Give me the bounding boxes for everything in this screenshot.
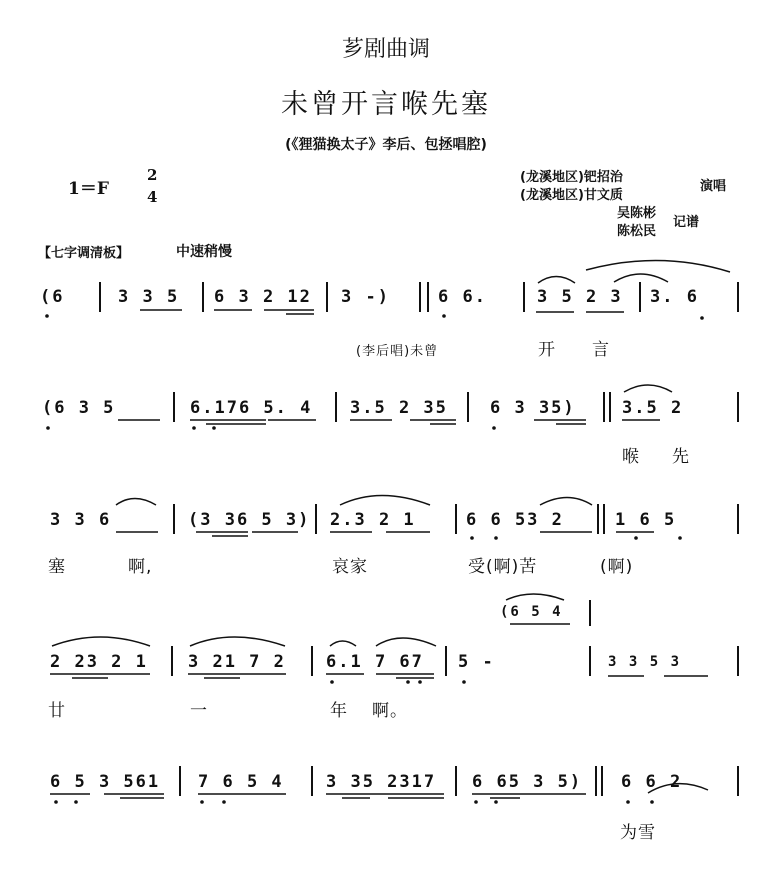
measure-r1-m2: 3 3 5: [118, 287, 180, 307]
measure-r5-m2: 7 6 5 4: [198, 772, 284, 792]
measure-r1-m5: 6 6.: [438, 287, 487, 307]
measure-r1-m4: 3 -): [341, 287, 390, 307]
lyric-r4-nian: 廿: [48, 701, 66, 721]
measure-r2-m5: 3.5 2: [622, 398, 684, 418]
lyric-r3-a: 啊,: [128, 557, 153, 577]
lyric-r3-shouku: 受(啊)苦: [468, 557, 538, 577]
key-signature: 1＝F: [68, 179, 109, 199]
title-song: 未曾开言喉先塞: [281, 89, 491, 120]
credit-role-notate: 记谱: [673, 215, 700, 230]
measure-r4-m1: 2 23 2 1: [50, 652, 148, 672]
measure-r3-m3: 2.3 2 1: [330, 510, 416, 530]
measure-r3-m2: (3 36 5 3): [188, 510, 311, 530]
measure-r4-m3: 6.1 7 67: [326, 652, 424, 672]
subtitle: (《狸猫换太子》李后、包拯唱腔): [285, 137, 487, 153]
lyric-r1-singer: (李后唱)未曾: [356, 344, 439, 359]
credit-singer-1: (龙溪地区)钯招治: [520, 170, 623, 185]
credit-notator-1: 吴陈彬: [617, 206, 657, 221]
measure-r4-m5: 3 3 5 3: [608, 654, 682, 670]
measure-r2-m3: 3.5 2 35: [350, 398, 448, 418]
lyric-r4-nian2: 年: [330, 701, 348, 721]
lyric-r4-a: 啊。: [372, 701, 408, 721]
measure-r1-m1: (6: [40, 287, 65, 307]
time-signature-bottom: 4: [147, 188, 158, 206]
beam-underlines: [50, 310, 708, 798]
measure-r5-m5: 6 6 2: [621, 772, 683, 792]
measure-r5-m1: 6 5 3 561: [50, 772, 161, 792]
lyric-r2-hou: 喉: [622, 447, 640, 467]
lyric-r2-xian: 先: [672, 447, 690, 467]
measure-r2-m1: (6 3 5: [42, 398, 116, 418]
slurs: [52, 260, 730, 793]
credit-role-sing: 演唱: [700, 179, 727, 194]
measure-r3-m1: 3 3 6: [50, 510, 112, 530]
lyric-r1-kai: 开: [538, 340, 556, 360]
measure-r4-m4: 5 -: [458, 652, 495, 672]
lyric-r3-sai: 塞: [48, 557, 66, 577]
measure-r5-m3: 3 35 2317: [326, 772, 437, 792]
measure-r5-m4: 6 65 3 5): [472, 772, 583, 792]
lyric-r3-aijia: 哀家: [332, 557, 368, 577]
measure-r3-m4: 6 6 53 2: [466, 510, 564, 530]
measure-r3-m5: 1 6 5: [615, 510, 677, 530]
measure-r1-m3: 6 3 2 12: [214, 287, 312, 307]
lyric-r4-yi: 一: [190, 701, 208, 721]
octave-dots: [45, 314, 704, 804]
credit-singer-2: (龙溪地区)甘文质: [520, 188, 623, 203]
tempo-marking: 中速稍慢: [176, 244, 232, 260]
lyric-r5-weixue: 为雪: [620, 823, 656, 843]
credit-notator-2: 陈松民: [617, 224, 657, 239]
lyric-r1-yan: 言: [592, 340, 610, 360]
measure-r1-m7: 3. 6: [650, 287, 699, 307]
time-signature-top: 2: [147, 166, 158, 184]
lyric-r3-a2: (啊): [600, 557, 634, 577]
measure-r1-m6: 3 5 2 3: [537, 287, 623, 307]
measure-r2-m4: 6 3 35): [490, 398, 576, 418]
bar-lines: [100, 282, 738, 796]
measure-r4-ossia: (6 5 4: [500, 604, 563, 620]
section-marker: 【七字调清板】: [38, 246, 130, 261]
measure-r2-m2: 6.176 5. 4: [190, 398, 313, 418]
measure-r4-m2: 3 21 7 2: [188, 652, 286, 672]
title-opera-genre: 芗剧曲调: [341, 37, 430, 62]
